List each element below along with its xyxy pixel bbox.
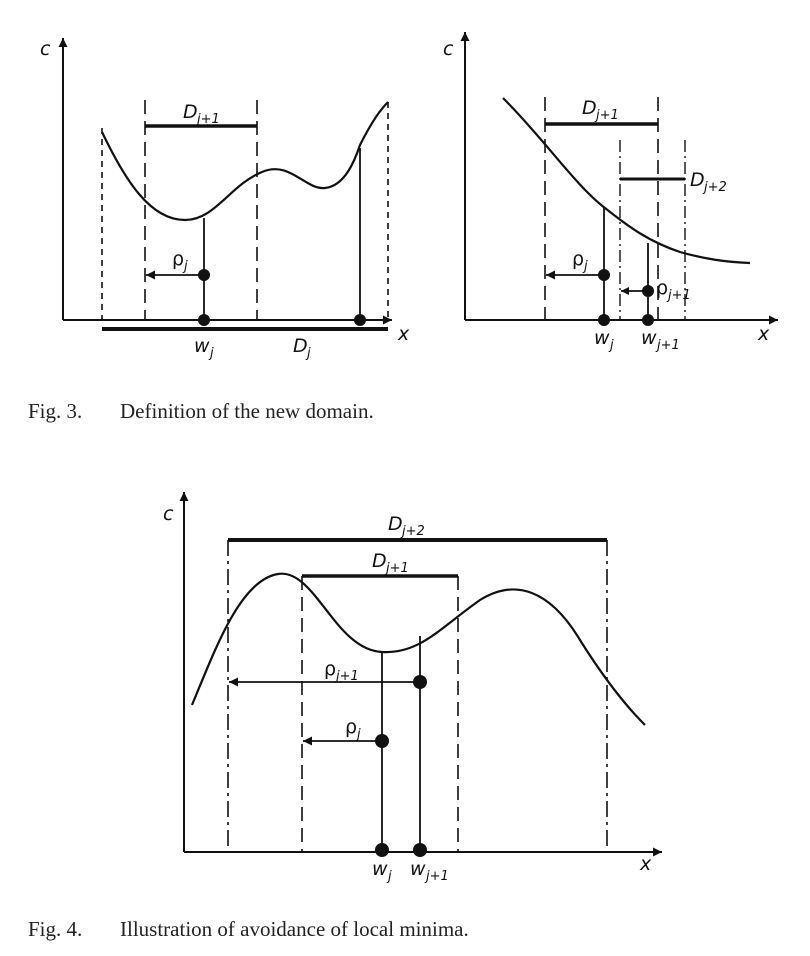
- wj-point: [375, 843, 389, 857]
- svg-text:ρ: ρ: [172, 248, 185, 270]
- svg-text:w: w: [594, 327, 610, 349]
- label-rho-j: [172, 248, 188, 274]
- svg-text:j+1: j+1: [596, 108, 619, 123]
- x-axis-label: x: [398, 323, 410, 345]
- fig3-caption-text: Definition of the new domain.: [120, 399, 374, 423]
- svg-text:w: w: [194, 335, 210, 357]
- svg-text:j+1: j+1: [336, 669, 359, 684]
- svg-text:j+2: j+2: [402, 524, 425, 539]
- label-w-j: [372, 858, 392, 884]
- svg-text:ρ: ρ: [656, 277, 669, 299]
- wj-point: [598, 314, 610, 326]
- svg-text:j: j: [184, 259, 188, 274]
- label-rho-j: [572, 248, 588, 274]
- svg-text:ρ: ρ: [572, 248, 585, 270]
- x-axis-label: x: [758, 323, 770, 345]
- svg-text:D: D: [690, 169, 705, 191]
- svg-text:j: j: [584, 259, 588, 274]
- wj1-point: [642, 314, 654, 326]
- svg-text:j: j: [307, 346, 311, 361]
- wj1-point: [413, 843, 427, 857]
- label-D-j1: [582, 97, 619, 123]
- fig3-right-panel: [443, 32, 778, 353]
- label-D-j2: [690, 169, 727, 195]
- svg-text:D: D: [372, 550, 387, 572]
- svg-text:j: j: [610, 338, 614, 353]
- fig4-caption: [28, 917, 469, 942]
- x-axis-label: x: [640, 853, 652, 875]
- fig3-caption-number: Fig. 3.: [28, 399, 83, 423]
- label-D-j1: [372, 550, 409, 576]
- svg-text:j: j: [210, 346, 214, 361]
- y-axis-label: c: [163, 503, 174, 525]
- y-axis-label: c: [40, 38, 51, 60]
- label-D-j: [293, 335, 311, 361]
- cost-curve: [192, 574, 645, 725]
- svg-text:j+1: j+1: [197, 112, 220, 127]
- svg-text:w: w: [410, 858, 426, 880]
- fig4-caption-number: Fig. 4.: [28, 917, 83, 941]
- svg-text:j+1: j+1: [657, 338, 680, 353]
- label-D-j2: [388, 513, 425, 539]
- local-min-point: [354, 314, 366, 326]
- svg-text:D: D: [183, 101, 198, 123]
- svg-text:ρ: ρ: [324, 658, 337, 680]
- label-w-j: [194, 335, 214, 361]
- svg-text:j+1: j+1: [426, 869, 449, 884]
- svg-text:ρ: ρ: [345, 716, 358, 738]
- cost-curve: [102, 102, 388, 220]
- svg-text:j+1: j+1: [386, 561, 409, 576]
- fig3-caption: [28, 399, 374, 424]
- label-rho-j1: [324, 658, 359, 684]
- fig4-panel: [163, 492, 662, 884]
- label-w-j1: [641, 327, 680, 353]
- label-w-j1: [410, 858, 449, 884]
- svg-text:j+2: j+2: [704, 180, 727, 195]
- svg-text:j: j: [388, 869, 392, 884]
- y-axis-label: c: [443, 38, 454, 60]
- svg-text:D: D: [582, 97, 597, 119]
- svg-text:D: D: [388, 513, 403, 535]
- svg-text:D: D: [293, 335, 308, 357]
- fig4-caption-text: Illustration of avoidance of local minima.: [120, 917, 469, 941]
- fig3-left-panel: [40, 38, 410, 361]
- svg-text:w: w: [641, 327, 657, 349]
- label-w-j: [594, 327, 614, 353]
- wj-point: [198, 314, 210, 326]
- svg-text:j: j: [357, 727, 361, 742]
- svg-text:w: w: [372, 858, 388, 880]
- svg-text:j+1: j+1: [668, 288, 691, 303]
- label-D-j1: [183, 101, 220, 127]
- label-rho-j: [345, 716, 361, 742]
